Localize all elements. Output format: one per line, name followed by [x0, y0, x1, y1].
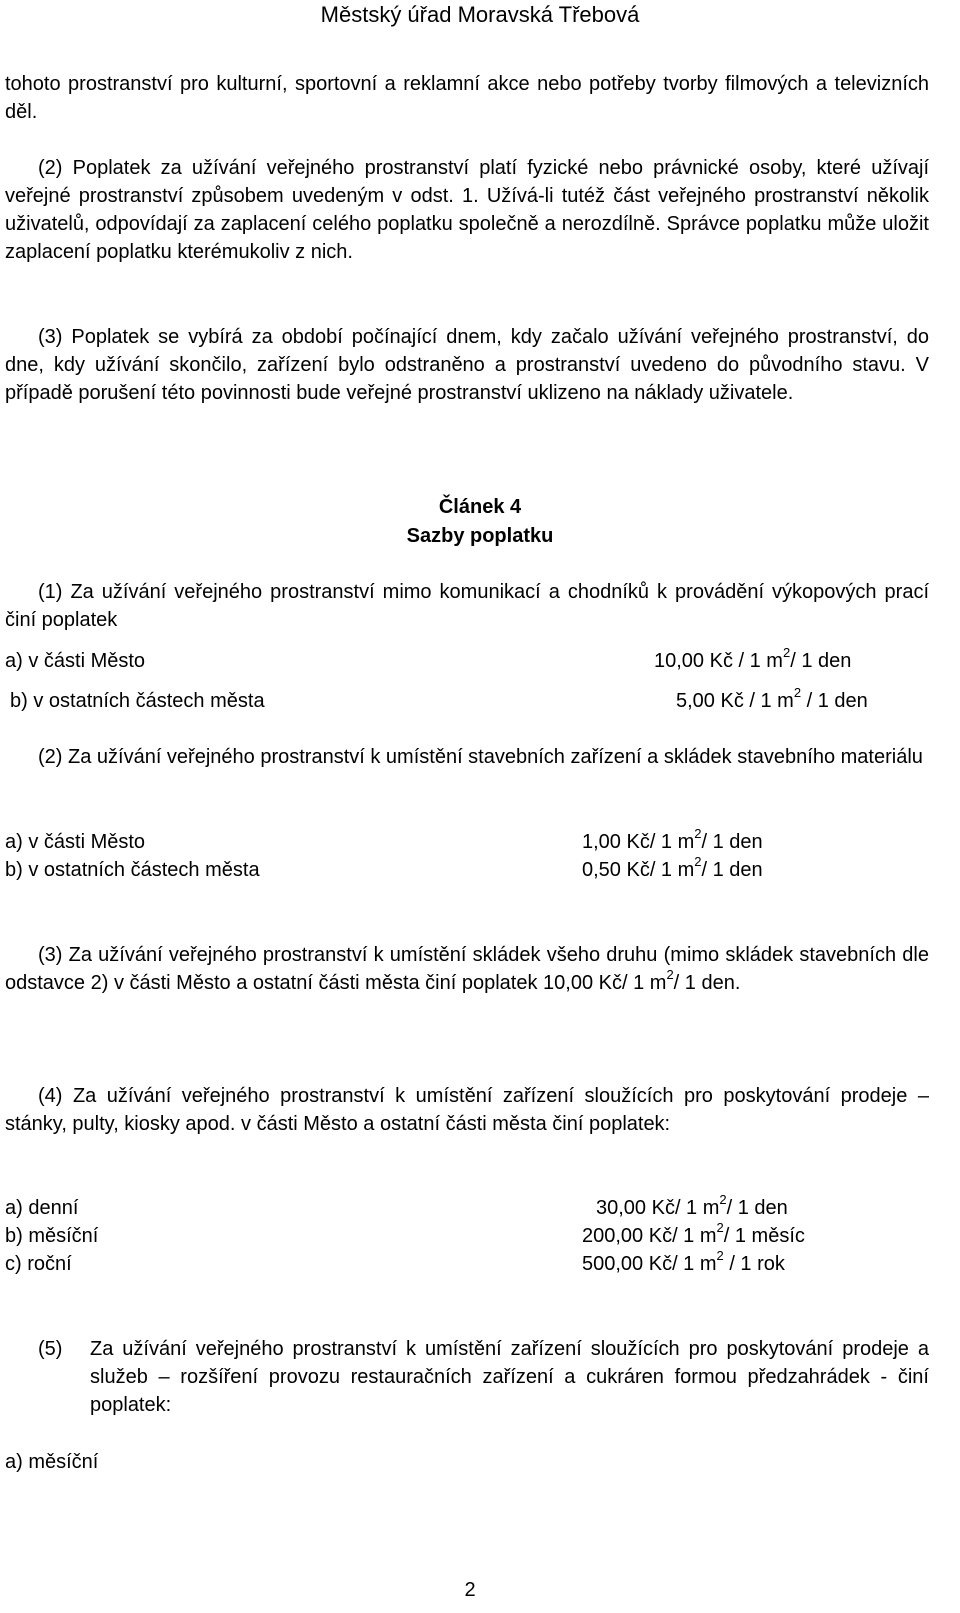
section-2-intro: (2) Za užívání veřejného prostranství k umístění stavebních zařízení a skládek stavebního materiálu	[38, 746, 923, 768]
section-2-row-a-label: a) v části Město	[5, 831, 146, 853]
section-2-row-b-label: b) v ostatních částech města	[5, 859, 260, 881]
section-1-row-b-label: b) v ostatních částech města	[10, 690, 265, 712]
section-5-text: Za užívání veřejného prostranství k umístění zařízení sloužících pro poskytování prodeje a služeb – rozšíření provozu restauračních zařízení a cukráren formou předzahrádek - činí poplatek:	[90, 1338, 929, 1416]
article-number: Článek 4	[438, 496, 522, 518]
section-4-row-c-value: 500,00 Kč/ 1 $m^2 / 1$ rok	[582, 1248, 785, 1275]
section-4-row-c-label: c) roční	[5, 1253, 72, 1275]
section-4-row-b-label: b) měsíční	[5, 1225, 99, 1247]
section-3-text: (3) Za užívání veřejného prostranství k umístění skládek všeho druhu (mimo skládek stavebních dle odstavce 2) v části Město a ostatní části města činí poplatek 10,00 Kč/ 1 $m^2/$ 1 den.	[5, 944, 929, 994]
section-2-row-b-value: 0,50 Kč/ 1 $m^2/$ 1 den	[582, 854, 763, 881]
section-2-row-a-value: 1,00 Kč/ 1 $m^2/$ 1 den	[582, 826, 763, 853]
section-4-row-a-label: a) denní	[5, 1197, 79, 1219]
section-4-intro: (4) Za užívání veřejného prostranství k umístění zařízení sloužících pro poskytování prodeje – stánky, pulty, kiosky apod. v části Město a ostatní části města činí poplatek:	[5, 1085, 929, 1135]
paragraph-2: (2) Poplatek za užívání veřejného prostranství platí fyzické nebo právnické osoby, které užívají veřejné prostranství způsobem uvedeným v odst. 1. Užívá-li tutéž část veřejného prostranství několik uživatelů, odpovídají za zaplacení celého poplatku společně a nerozdílně. Správce poplatku může uložit zaplacení poplatku kterémukoliv z nich.	[5, 157, 929, 263]
article-title: Sazby poplatku	[406, 525, 554, 547]
page-header: Městský úřad Moravská Třebová	[320, 2, 640, 27]
section-4-row-a-value: 30,00 Kč/ 1 $m^2/$ 1 den	[596, 1192, 788, 1219]
section-5-number: (5)	[38, 1338, 63, 1360]
paragraph-3: (3) Poplatek se vybírá za období počínající dnem, kdy začalo užívání veřejného prostranství, do dne, kdy užívání skončilo, zařízení bylo odstraněno a prostranství uvedeno do původního stavu. V případě porušení této povinnosti bude veřejné prostranství uklizeno na náklady uživatele.	[5, 326, 929, 404]
section-1-row-a-value: 10,00 Kč / 1 $m^2/$ 1 den	[654, 645, 852, 672]
section-5-row-a-label: a) měsíční	[5, 1451, 99, 1473]
section-1-intro: (1) Za užívání veřejného prostranství mimo komunikací a chodníků k provádění výkopových prací činí poplatek	[5, 581, 929, 631]
section-4-row-b-value: 200,00 Kč/ 1 $m^2/$ 1 měsíc	[582, 1220, 805, 1247]
section-1-row-a-label: a) v části Město	[5, 650, 146, 672]
section-1-row-b-value: 5,00 Kč / 1 $m^2 / 1$ den	[676, 685, 868, 712]
page-number: 2	[464, 1579, 476, 1601]
paragraph-continuation: tohoto prostranství pro kulturní, sportovní a reklamní akce nebo potřeby tvorby filmových a televizních děl.	[5, 73, 929, 123]
